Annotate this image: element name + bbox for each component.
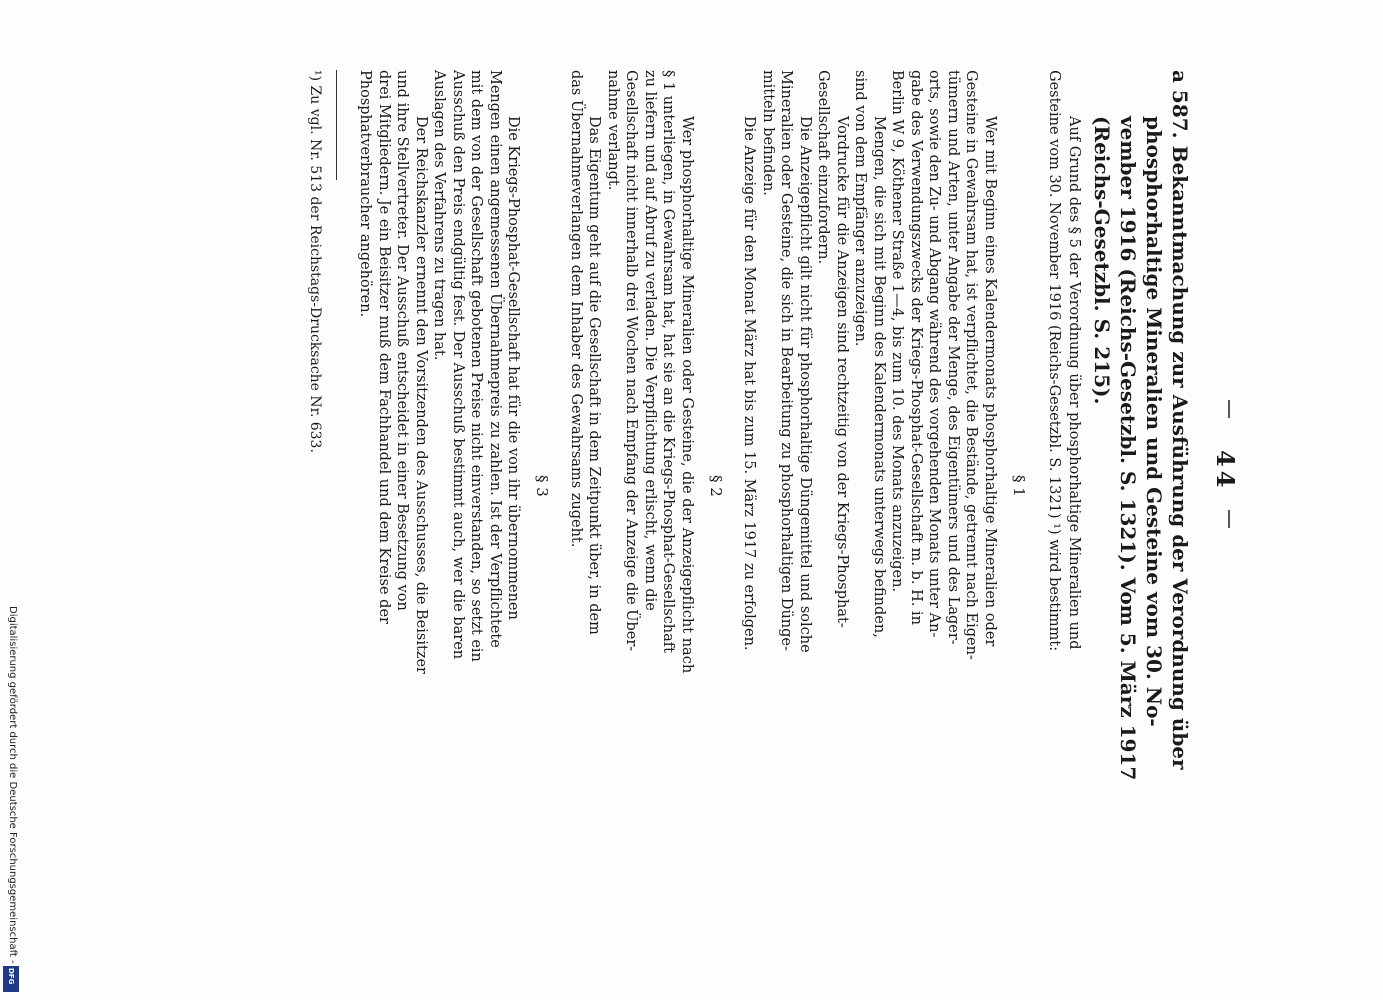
section-3-line: Auslagen des Verfahrens zu tragen hat.	[431, 70, 448, 361]
section-3-line: Ausschuß den Preis endgültig fest. Der Ausschuß bestimmt auch, wer die baren	[450, 70, 466, 660]
section-1-line: gabe des Verwendungszwecks der Kriegs-Phosphat-Gesellschaft m. b. H. in	[908, 70, 924, 625]
section-1-line: orts, sowie den Zu- und Abgang während des vorgehenden Monats unter An-	[926, 70, 943, 638]
section-2-line: Gesellschaft nicht innerhalb drei Wochen nach Empfang der Anzeige die Über-	[623, 70, 640, 652]
section-1-line: Die Anzeige für den Monat März hat bis zum 15. März 1917 zu erfolgen.	[741, 116, 758, 651]
section-1-line: Die Anzeigepflicht gilt nicht für phosphorhaltige Düngemittel und solche	[797, 116, 813, 653]
section-3-line: Der Reichskanzler ernennt den Vorsitzenden des Ausschusses, die Beisitzer	[413, 116, 429, 674]
digitization-note-text: Digitalisierung gefördert durch die Deutsche Forschungsgemeinschaft -	[7, 606, 18, 964]
section-2-line: Das Eigentum geht auf die Gesellschaft in dem Zeitpunkt über, in dem	[586, 116, 603, 635]
section-3-title: § 3	[533, 475, 552, 497]
section-1-line: Mengen, die sich mit Beginn des Kalendermonats unterwegs befinden,	[871, 116, 887, 638]
heading-line: a 587. Bekanntmachung zur Ausführung der Verordnung über	[1168, 70, 1192, 770]
section-1-line: Wer mit Beginn eines Kalendermonats phosphorhaltige Mineralien oder	[982, 116, 998, 647]
section-1-line: Vordrucke für die Anzeigen sind rechtzeitig von der Kriegs-Phosphat-	[834, 116, 850, 628]
section-1-title: § 1	[1010, 475, 1028, 497]
section-1-line: mitteln befinden.	[760, 70, 776, 196]
section-2-title: § 2	[707, 475, 725, 497]
section-2-line: § 1 unterliegen, in Gewahrsam hat, hat sie an die Kriegs-Phosphat-Gesellschaft	[660, 70, 677, 653]
section-3-line: Phosphatverbraucher angehören.	[357, 70, 374, 318]
page-number-dash-left	[1228, 400, 1230, 418]
intro-line: Gesteine vom 30. November 1916 (Reichs-Gesetzbl. S. 1321) ¹) wird bestimmt:	[1046, 70, 1062, 652]
section-2-line: Wer phosphorhaltige Mineralien oder Gesteine, die der Anzeigepflicht nach	[679, 116, 695, 674]
section-1-line: Gesellschaft einzufordern.	[815, 70, 832, 265]
heading-line: phosphorhaltige Mineralien und Gesteine vom 30. No-	[1142, 116, 1166, 727]
section-2-line: das Übernahmeverlangen dem Inhaber des Gewahrsams zugeht.	[568, 70, 584, 548]
section-1-line: Gesteine in Gewahrsam hat, ist verpflichtet, die Bestände, getrennt nach Eigen-	[963, 70, 980, 660]
section-3-line: drei Mitgliedern. Je ein Beisitzer muß dem Fachhandel und dem Kreise der	[376, 70, 392, 624]
section-2-line: zu liefern und auf Abruf zu verladen. Die Verpflichtung erlischt, wenn die	[642, 70, 658, 611]
section-3-line: und ihre Stellvertreter. Der Ausschuß entscheidet in einer Besetzung von	[394, 70, 411, 611]
dfg-logo	[3, 966, 19, 992]
section-2-line: nahme verlangt.	[605, 70, 621, 191]
dfg-logo-text: DFG	[7, 968, 15, 985]
section-1-line: sind von dem Empfänger anzuzeigen.	[852, 70, 869, 347]
page-number-dash-right	[1228, 510, 1230, 528]
section-3-line: Die Kriegs-Phosphat-Gesellschaft hat für die von ihr übernommenen	[505, 116, 522, 620]
page-number: 44	[1211, 450, 1240, 492]
section-3-line: mit dem von der Gesellschaft gebotenen Preise nicht einverstanden, so setzt ein	[468, 70, 485, 662]
intro-line: Auf Grund des § 5 der Verordnung über phosphorhaltige Mineralien und	[1066, 116, 1082, 650]
section-1-line: tümern und Arten, unter Angabe der Menge, des Eigentümers und des Lager-	[945, 70, 961, 645]
heading-line: vember 1916 (Reichs-Gesetzbl. S. 1321). Vom 5. März 1917	[1116, 116, 1140, 781]
footnote: ¹) Zu vgl. Nr. 513 der Reichstags-Drucksache Nr. 633.	[307, 70, 323, 453]
section-1-line: Berlin W 9, Köthener Straße 1—4, bis zum 10. des Monats anzuzeigen.	[889, 70, 906, 593]
section-3-line: Mengen einen angemessenen Übernahmepreis zu zahlen. Ist der Verpflichtete	[487, 70, 503, 648]
footnote-rule	[336, 70, 337, 180]
section-1-line: Mineralien oder Gesteine, die sich in Bearbeitung zu phosphorhaltigen Dünge-	[778, 70, 795, 651]
digitization-note	[4, 606, 20, 966]
heading-line: (Reichs-Gesetzbl. S. 215).	[1090, 116, 1114, 405]
document-page	[160, 70, 1240, 920]
